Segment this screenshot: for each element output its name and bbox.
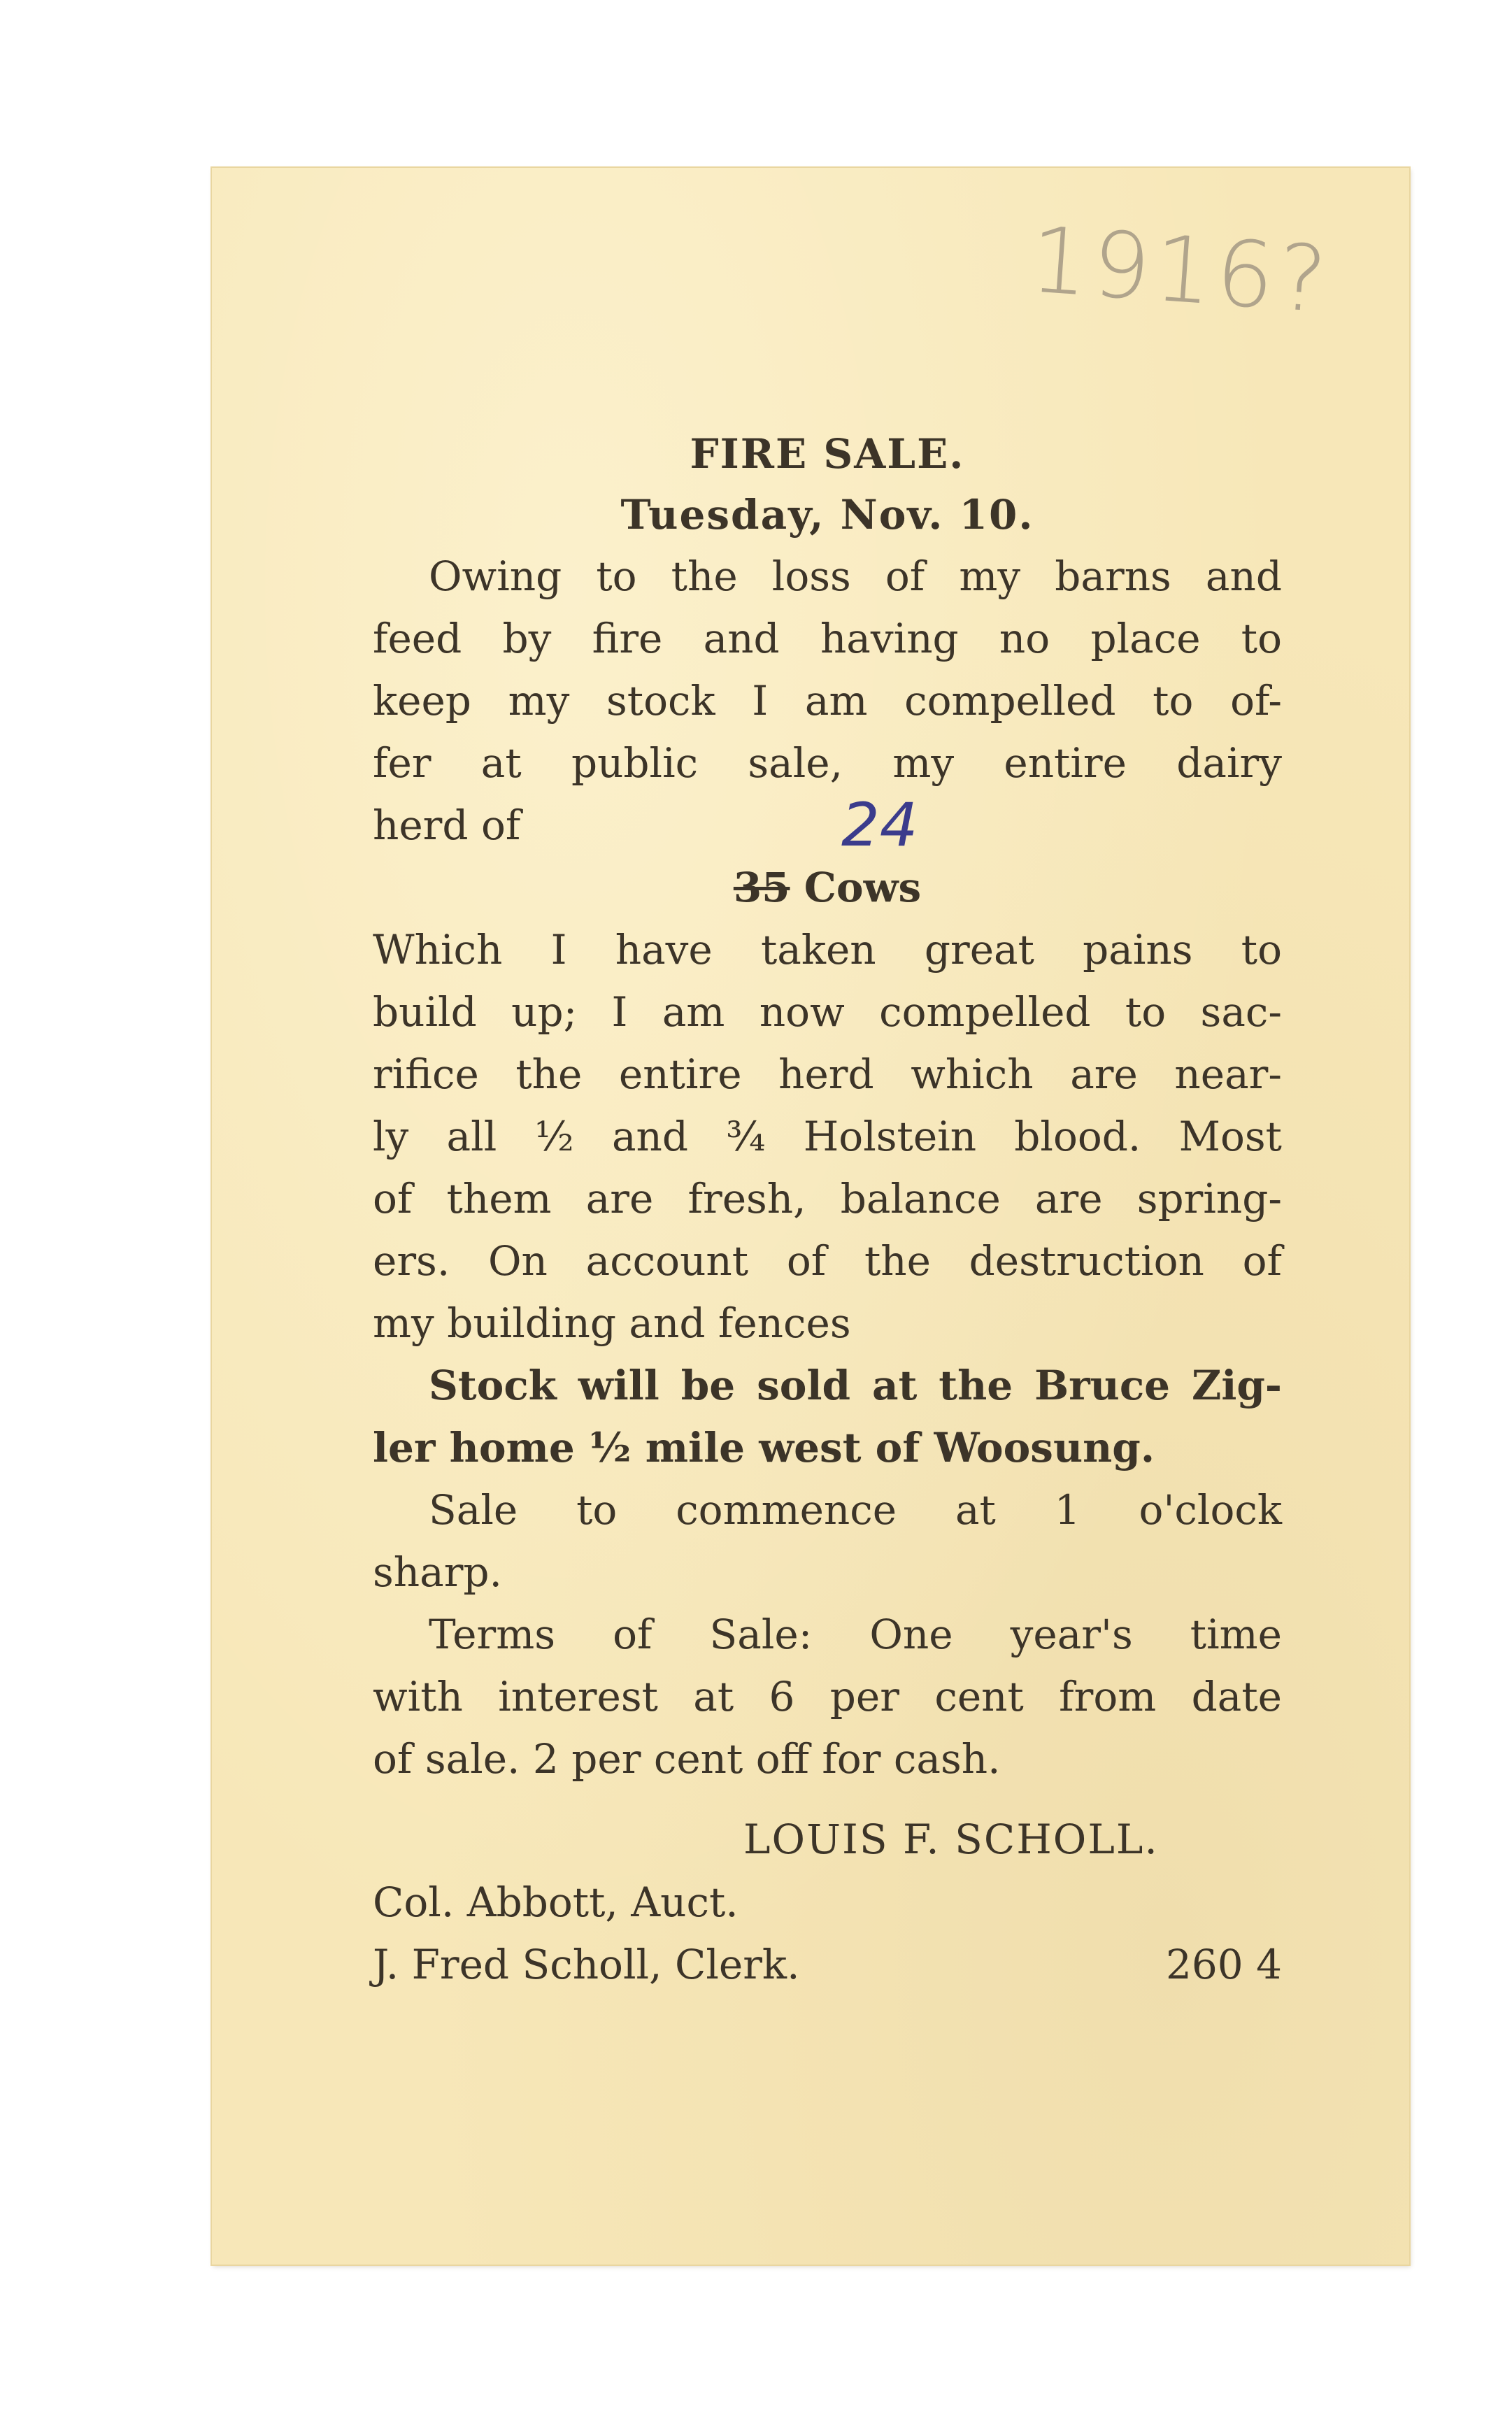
herd-label: herd of: [373, 801, 521, 849]
handwritten-year-annotation: 1916?: [1027, 206, 1334, 334]
seller-signature: LOUIS F. SCHOLL.: [743, 1816, 1159, 1863]
text-line: Which I have taken great pains to: [373, 926, 1282, 974]
sale-notice-card: [212, 168, 1409, 2265]
text-line: of sale. 2 per cent off for cash.: [373, 1735, 1001, 1783]
sale-date: Tuesday, Nov. 10.: [620, 491, 1034, 539]
text-line: Stock will be sold at the Bruce Zig-: [429, 1362, 1282, 1409]
text-line: sharp.: [373, 1548, 502, 1596]
terms-paragraph: [373, 1604, 1282, 1790]
text-line: feed by fire and having no place to: [373, 615, 1282, 662]
text-line: Terms of Sale: One year's time: [429, 1611, 1282, 1658]
clerk-name: J. Fred Scholl, Clerk.: [373, 1941, 800, 1988]
auctioneer-line: Col. Abbott, Auct.: [373, 1878, 739, 1926]
text-line: my building and fences: [373, 1299, 851, 1347]
text-line: Owing to the loss of my barns and: [429, 552, 1282, 600]
text-line: ler home ½ mile west of Woosung.: [373, 1424, 1155, 1471]
text-line: rifice the entire herd which are near-: [373, 1050, 1282, 1098]
text-line: ers. On account of the destruction of: [373, 1237, 1282, 1285]
herd-count-section: [373, 790, 1282, 920]
notice-title: FIRE SALE.: [690, 430, 965, 478]
text-line: fer at public sale, my entire dairy: [373, 739, 1282, 787]
text-line: ly all ½ and ¾ Holstein blood. Most: [373, 1113, 1282, 1160]
text-line: Sale to commence at 1 o'clock: [429, 1486, 1282, 1534]
print-number: 260 4: [1165, 1941, 1282, 1988]
clerk-line: [373, 1941, 1282, 1988]
struck-printed-count: 35: [733, 864, 790, 911]
herd-animal-line: [373, 857, 1282, 919]
time-paragraph: [373, 1479, 1282, 1604]
location-paragraph: [373, 1355, 1282, 1479]
herd-animal-label: Cows: [804, 864, 922, 911]
body-paragraph: [373, 919, 1282, 1355]
text-line: of them are fresh, balance are spring-: [373, 1175, 1282, 1222]
handwritten-herd-count: 24: [841, 790, 918, 860]
text-line: with interest at 6 per cent from date: [373, 1673, 1282, 1720]
intro-paragraph: [373, 546, 1282, 794]
text-line: keep my stock I am compelled to of-: [373, 677, 1282, 725]
text-line: build up; I am now compelled to sac-: [373, 988, 1282, 1036]
